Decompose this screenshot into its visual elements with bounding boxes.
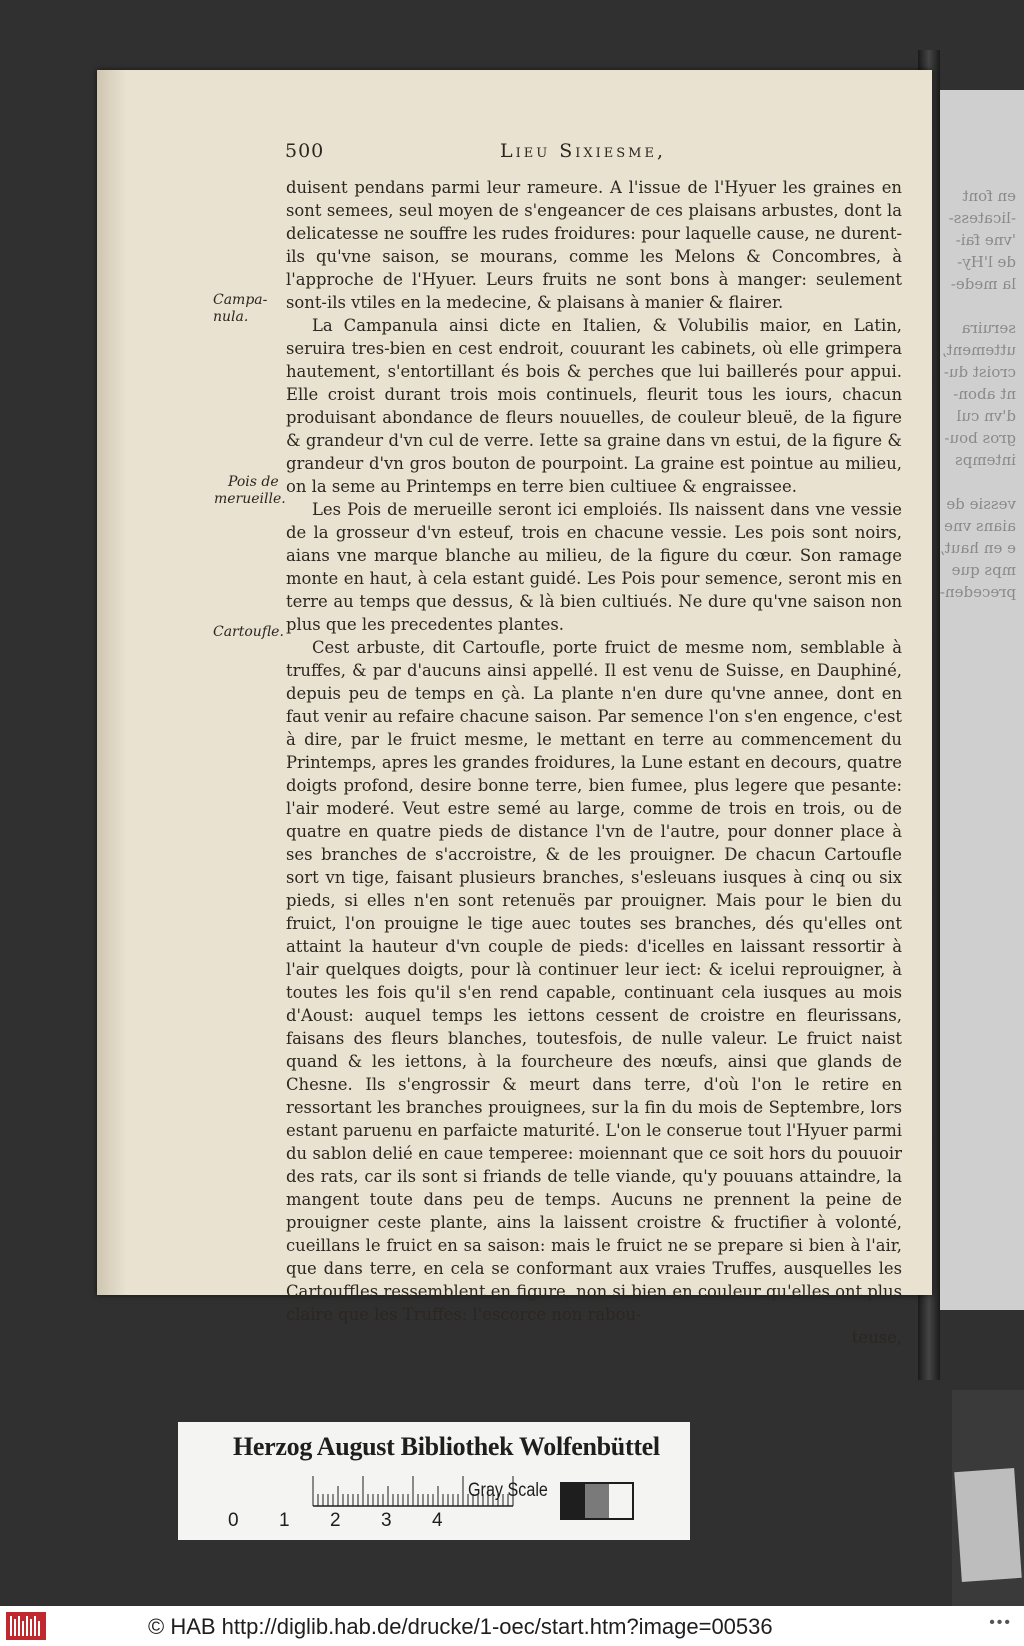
margin-note-line: nula. <box>213 309 249 325</box>
margin-note-line: merueille. <box>214 491 286 507</box>
ruler-number: 0 <box>228 1510 239 1531</box>
color-calibration-bar <box>178 1422 690 1540</box>
hab-logo-icon <box>6 1612 46 1640</box>
facing-page-line: nt abon- <box>953 385 1016 403</box>
paragraph-intro: duisent pendans parmi leur rameure. A l'issue de l'Hyuer les graines en sont semees, seul moyen de s'engeancer de ces plaisans arbustes, dont la delicatesse ne souffre les rudes froidures: pour laquelle cause, ne durent-ils qu'vne saison, se mourans, comme les Melons & Concombres, à l'approche de l'Hyuer. Leurs fruits ne sont bons à manger: seulement sont-ils vtiles en la medecine, & plaisans à manier & flairer. <box>286 178 902 312</box>
margin-note-cartoufle <box>213 624 284 641</box>
gray-swatch <box>562 1484 585 1518</box>
facing-page-line: 'vne fai- <box>955 231 1016 249</box>
facing-page-line: de l'Hy- <box>957 253 1016 271</box>
viewer-footer <box>0 1606 1024 1646</box>
facing-page-line: croist du- <box>943 363 1016 381</box>
gray-scale-label: Gray Scale <box>468 1480 548 1501</box>
copyright-url[interactable]: © HAB http://diglib.hab.de/drucke/1-oec/start.htm?image=00536 <box>148 1614 773 1639</box>
gray-swatch <box>609 1484 632 1518</box>
margin-note-pois <box>214 474 286 508</box>
facing-page-line: d'vn cul <box>956 407 1016 425</box>
facing-page <box>940 90 1024 1310</box>
facing-page-line: aians vne <box>944 517 1016 535</box>
gray-scale-swatches <box>560 1482 634 1520</box>
library-name: Herzog August Bibliothek Wolfenbüttel <box>233 1432 660 1461</box>
facing-page-line: uttement, <box>941 341 1016 359</box>
paragraph-campanula: La Campanula ainsi dicte en Italien, & Volubilis maior, en Latin, seruira tres-bien en cest endroit, couurant les cabinets, où elle grimpera hautement, s'entortillant és bois & perches que lui baillerés pour appui. Elle croist durant trois mois continuels, fleurit tous les iours, chacun produisant abondance de fleurs nouuelles, de couleur bleuë, de la figure & grandeur d'vn cul de verre. Iette sa graine dans vn estui, de la figure & grandeur d'vn gros bouton de pourpoint. La graine est pointue au milieu, on la seme au Printemps en terre bien cultiuee & engraissee. <box>286 316 902 496</box>
running-title: Lieu Sixiesme, <box>500 140 667 162</box>
ruler-number: 4 <box>432 1510 443 1531</box>
facing-page-line: intemps <box>955 451 1016 469</box>
facing-page-line: en font <box>962 187 1016 205</box>
ruler-number: 2 <box>330 1510 341 1531</box>
page-body <box>286 176 902 1349</box>
paragraph-pois: Les Pois de merueille seront ici emploiés. Ils naissent dans vne vessie de la grosseur d'vn esteuf, trois en chacune vessie. Les pois sont noirs, aians vne marque blanche au milieu, de la figure du cœur. Son ramage monte en haut, à cela estant guidé. Les Pois pour semence, seront mis en terre au temps que dessus, & là bien cultiués. Ne dure qu'vne saison non plus que les precedentes plantes. <box>286 500 902 634</box>
facing-page-bleed-text <box>940 90 1024 603</box>
margin-note-line: Pois de <box>228 474 279 490</box>
facing-page-line: vessie de <box>946 495 1016 513</box>
gray-swatch <box>585 1484 608 1518</box>
margin-note-line: Campa- <box>213 292 268 308</box>
facing-page-line: mps que <box>951 561 1016 579</box>
shelf-label <box>954 1468 1022 1582</box>
facing-page-line <box>940 471 1016 493</box>
margin-note-line: Cartoufle. <box>213 624 284 640</box>
facing-page-line: la mede- <box>950 275 1016 293</box>
facing-page-line: e en haut, <box>940 539 1016 557</box>
catchword: teuse, <box>851 1328 902 1347</box>
facing-page-line: -licatess- <box>948 209 1016 227</box>
page-edge-shading <box>97 70 127 1295</box>
more-icon[interactable]: ••• <box>989 1614 1012 1631</box>
page-number: 500 <box>285 140 325 162</box>
ruler-number: 1 <box>279 1510 290 1531</box>
ruler-number: 3 <box>381 1510 392 1531</box>
facing-page-line <box>940 295 1016 317</box>
paragraph-cartoufle: Cest arbuste, dit Cartoufle, porte fruict de mesme nom, semblable à truffes, & par d'aucuns ainsi appellé. Il est venu de Suisse, en Dauphiné, depuis peu de temps en çà. La plante n'en dure qu'vne annee, dont en faut venir au refaire chacune saison. Par semence l'on s'en engence, c'est à dire, par le fruict mesme, le mettant en terre au commencement du Printemps, apres les grandes froidures, la Lune estant en decours, quatre doigts profond, desire bonne terre, bien fumee, plus legere que pesante: l'air moderé. Veut estre semé au large, comme de trois en trois, ou de quatre en quatre pieds de distance l'vn de l'autre, pour donner place à ses branches de s'accroistre, & de les prouigner. De chacun Cartoufle sort vn tige, faisant plusieurs branches, s'esleuans iusques à cinq ou six pieds, si elles n'en sont retenuës par prouigner. Mais pour le bien du fruict, l'on prouigne le tige auec toutes ses branches, dés qu'elles ont attaint la hauteur d'vn couple de pieds: d'icelles en laissant ressortir à l'air quelques doigts, pour là continuer leur iect: & icelui reprouigner, à toutes les fois qu'il s'en rend capable, continuant cela iusques au mois d'Aoust: auquel temps les iettons cessent de croistre en fleurissans, faisans des fleurs blanches, toutesfois, de nulle valeur. Le fruict naist quand & les iettons, à la fourcheure des nœufs, ainsi que glands de Chesne. Ils s'engrossir & meurt dans terre, d'où l'on le retire en ressortant les branches prouignees, sur la fin du mois de Septembre, lors estant paruenu en parfaicte maturité. L'on le conserue tout l'Hyuer parmi du sablon delié en caue temperee: moiennant que ce soit hors du pouuoir des rats, car ils sont si friands de telle viande, qu'y pouuans attaindre, la mangent toute dans peu de temps. Aucuns ne prennent la peine de prouigner ceste plante, ains la laissent croistre & fructifier à volonté, cueillans le fruict en sa saison: mais le fruict ne se prepare si bien à l'air, que dans terre, en cela se conformant aux vraies Truffes, ausquelles les Cartouffles ressemblent en figure, non si bien en couleur qu'elles ont plus claire que les Truffes: l'escorce non rabou- <box>286 638 903 1324</box>
facing-page-line: seruira <box>961 319 1016 337</box>
facing-page-line: preceden- <box>940 583 1016 601</box>
margin-note-campanula <box>213 292 267 326</box>
facing-page-line: gros bou- <box>944 429 1016 447</box>
